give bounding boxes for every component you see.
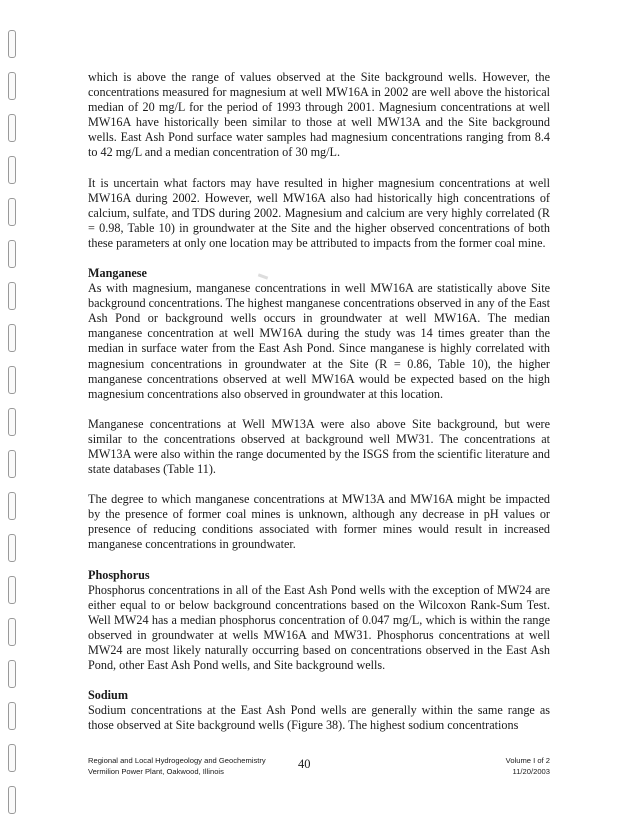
binder-hole [8,576,16,604]
binder-hole [8,240,16,268]
binder-holes [8,0,18,800]
binder-hole [8,72,16,100]
binder-hole [8,366,16,394]
paragraph: Manganese concentrations at Well MW13A were also above Site background, but were similar to the concentrations observed at background well MW31. The concentrations at MW13A were also within the range documented by the ISGS from the scientific literature and state databases (Table 11). [88,416,550,477]
footer-report-title: Regional and Local Hydrogeology and Geochemistry [88,756,266,765]
binder-hole [8,744,16,772]
binder-hole [8,324,16,352]
paragraph: Phosphorus concentrations in all of the East Ash Pond wells with the exception of MW24 are either equal to or below background concentrations based on the Wilcoxon Rank-Sum Test. Well MW24 has a median phosphorus concentration of 0.047 mg/L, which is within the range observed in groundwater at wells MW16A and MW31. Phosphorus concentrations at well MW24 are most likely naturally occurring based on concentrations observed in the East Ash Pond, other East Ash Pond wells, and Site background wells. [88,582,550,672]
binder-hole [8,114,16,142]
binder-hole [8,156,16,184]
page-footer [88,755,550,785]
binder-hole [8,30,16,58]
binder-hole [8,492,16,520]
binder-hole [8,660,16,688]
footer-volume: Volume I of 2 [505,756,550,765]
binder-hole [8,786,16,814]
binder-hole [8,702,16,730]
paragraph: It is uncertain what factors may have resulted in higher magnesium concentrations at well MW16A during 2002. However, well MW16A also had historically high concentrations of calcium, sulfate, and TDS during 2002. Magnesium and calcium are very highly correlated (R = 0.98, Table 10) in groundwater at the Site and the higher observed concentrations of both these parameters at only one location may be attributed to impacts from the former coal mine. [88,175,550,250]
binder-hole [8,408,16,436]
paragraph: The degree to which manganese concentrations at MW13A and MW16A might be impacted by the presence of former coal mines is unknown, although any decrease in pH values or presence of reducing conditions associated with former mines would result in increased manganese concentrations in groundwater. [88,492,550,552]
binder-hole [8,282,16,310]
binder-hole [8,618,16,646]
paragraph: As with magnesium, manganese concentrations in well MW16A are statistically above Site background concentrations. The highest manganese concentrations observed in any of the East Ash Pond or background wells occurs in groundwater at well MW16A. The median manganese concentration at well MW16A during the study was 14 times greater than the median in surface water from the East Ash Pond. Since manganese is highly correlated with magnesium concentrations in groundwater at the Site (R = 0.86, Table 10), the higher manganese concentrations observed at well MW16A would be expected based on the high magnesium concentrations also observed in groundwater at this location. [88,281,550,401]
section-heading-sodium: Sodium [88,688,128,703]
section-heading-phosphorus: Phosphorus [88,567,150,582]
footer-right [506,755,550,777]
paragraph: which is above the range of values observed at the Site background wells. However, the concentrations measured for magnesium at well MW16A in 2002 are well above the historical median of 20 mg/L for the period of 1993 through 2001. Magnesium concentrations at well MW16A have historically been similar to those at well MW13A and the Site background wells. East Ash Pond surface water samples had magnesium concentrations ranging from 8.4 to 42 mg/L and a median concentration of 30 mg/L. [88,70,550,160]
footer-left [88,755,266,777]
page-number: 40 [298,757,311,771]
page-body [88,70,550,733]
binder-hole [8,534,16,562]
paragraph: Sodium concentrations at the East Ash Pond wells are generally within the same range as those observed at Site background wells (Figure 38). The highest sodium concentrations [88,703,550,733]
footer-date: 11/20/2003 [512,767,550,776]
binder-hole [8,198,16,226]
footer-plant-location: Vermilion Power Plant, Oakwood, Illinois [88,767,224,776]
binder-hole [8,450,16,478]
section-heading-manganese: Manganese [88,266,147,281]
